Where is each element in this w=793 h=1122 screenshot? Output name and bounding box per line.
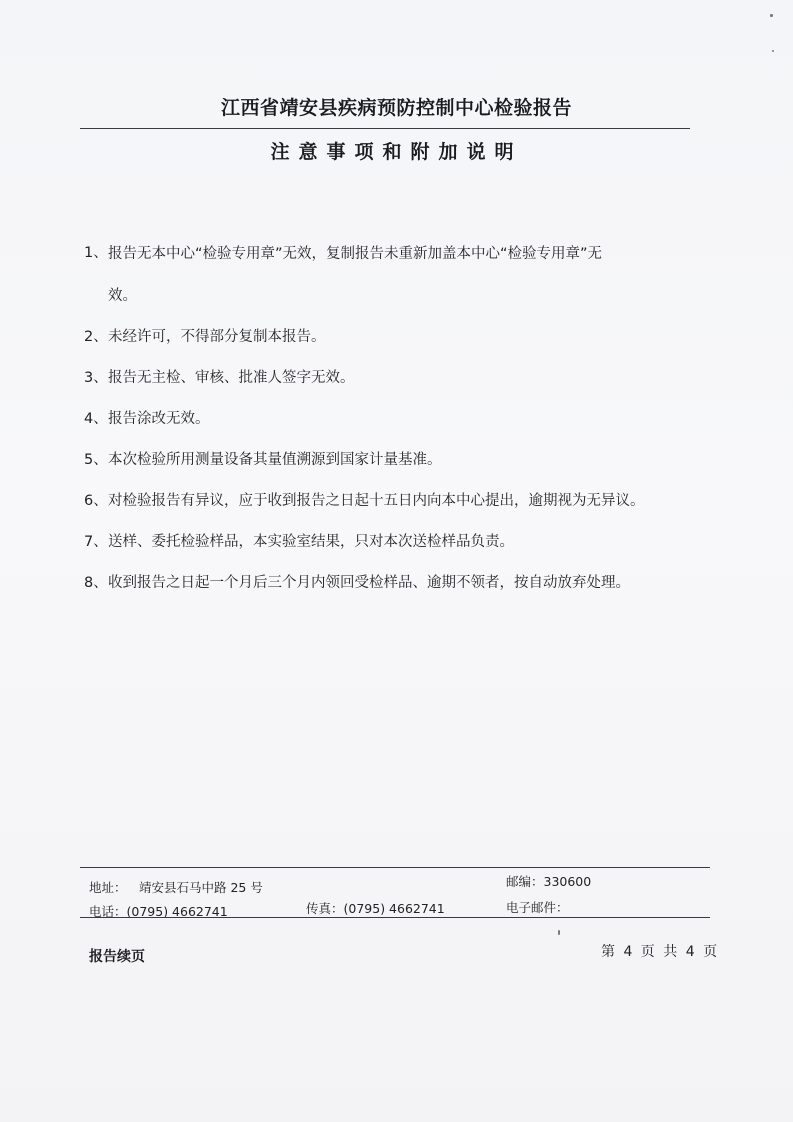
note-text: 本次检验所用测量设备其量值溯源到国家计量基准。 [108,452,442,468]
note-number: 1、 [84,245,108,261]
note-text-continued: 效。 [108,288,137,304]
note-number: 4、 [84,411,108,427]
email-label: 电子邮件： [506,900,569,915]
note-item-3 [84,368,704,388]
header-divider [80,128,690,129]
note-text: 对检验报告有异议，应于收到报告之日起十五日内向本中心提出，逾期视为无异议。 [108,493,645,509]
report-continued-label: 报告续页 [89,949,145,965]
note-text: 报告无本中心“检验专用章”无效，复制报告未重新加盖本中心“检验专用章”无 [108,246,603,262]
footer-divider-top [80,867,710,868]
page-number: 第 4 页 共 4 页 [601,944,718,960]
note-item-6 [84,491,704,511]
address-value: 靖安县石马中路 25 号 [139,880,263,895]
address-label: 地址： [89,880,127,895]
note-text: 送样、委托检验样品，本实验室结果，只对本次送检样品负责。 [108,534,514,550]
note-number: 2、 [84,329,108,345]
telephone: 电话：(0795) 4662741 [89,904,228,919]
note-text: 报告无主检、审核、批准人签字无效。 [108,370,355,386]
note-number: 3、 [84,370,108,386]
fax-number: 传真：(0795) 4662741 [306,901,445,916]
note-item-1 [84,243,704,306]
note-item-2 [84,327,704,347]
note-number: 6、 [84,493,108,509]
footer-divider-bottom [80,917,710,918]
note-number: 7、 [84,534,108,550]
note-item-7 [84,532,704,552]
report-header-title: 江西省靖安县疾病预防控制中心检验报告 [220,97,572,119]
note-number: 8、 [84,575,108,591]
scan-speck [770,14,773,17]
note-item-4 [84,409,704,429]
note-text: 报告涂改无效。 [108,411,210,427]
note-item-5 [84,450,704,470]
notes-list [84,243,704,614]
note-number: 5、 [84,452,108,468]
note-text: 收到报告之日起一个月后三个月内领回受检样品、逾期不领者，按自动放弃处理。 [108,575,630,591]
postal-code: 邮编：330600 [506,874,592,889]
scan-speck [558,930,560,935]
note-text: 未经许可，不得部分复制本报告。 [108,329,326,345]
scan-speck [772,50,774,52]
note-item-8 [84,573,704,593]
notes-section-title: 注意事项和附加说明 [270,141,523,163]
